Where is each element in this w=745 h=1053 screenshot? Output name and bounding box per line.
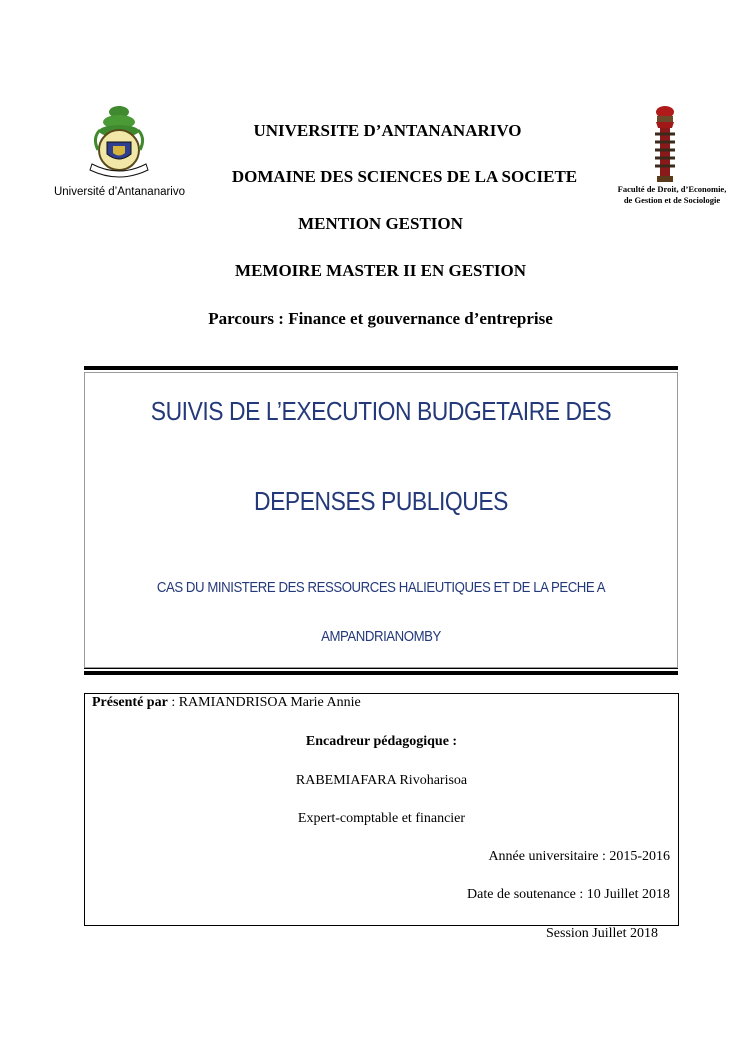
memoire-title: MEMOIRE MASTER II EN GESTION xyxy=(235,261,526,280)
thesis-subtitle-line-1: CAS DU MINISTERE DES RESSOURCES HALIEUTIQUES ET DE LA PECHE A xyxy=(156,579,606,596)
bottom-rule-thin xyxy=(84,668,678,669)
presenter-name: RAMIANDRISOA Marie Annie xyxy=(178,695,361,710)
academic-year: Année universitaire : 2015-2016 xyxy=(488,849,670,864)
domain-name: DOMAINE DES SCIENCES DE LA SOCIETE xyxy=(231,167,578,186)
defense-date: Date de soutenance : 10 Juillet 2018 xyxy=(467,887,670,902)
thesis-subtitle-line-2: AMPANDRIANOMBY xyxy=(321,628,441,645)
faculty-logo-caption xyxy=(610,184,734,206)
supervisor-name: RABEMIAFARA Rivoharisoa xyxy=(295,773,468,788)
presenter-label: Présenté par xyxy=(92,695,168,710)
university-logo xyxy=(52,98,187,208)
presentation-info-box xyxy=(84,693,679,926)
faculty-caption-line-2: de Gestion et de Sociologie xyxy=(623,195,721,205)
parcours-line: Parcours : Finance et gouvernance d’entreprise xyxy=(208,309,553,328)
session-label: Session Juillet 2018 xyxy=(546,926,659,941)
thesis-title-line-2: DEPENSES PUBLIQUES xyxy=(253,486,509,516)
thesis-title-line-1: SUIVIS DE L’EXECUTION BUDGETAIRE DES xyxy=(150,396,612,426)
presenter-separator: : xyxy=(167,695,179,710)
thesis-title-frame xyxy=(84,366,678,676)
faculty-caption-line-1: Faculté de Droit, d’Economie, xyxy=(617,184,727,194)
university-logo-caption: Université d’Antananarivo xyxy=(53,186,186,198)
presenter-line xyxy=(92,695,361,711)
supervisor-label: Encadreur pédagogique : xyxy=(305,734,458,749)
mention-name: MENTION GESTION xyxy=(298,214,463,233)
top-rule xyxy=(84,366,678,370)
university-name: UNIVERSITE D’ANTANANARIVO xyxy=(253,121,522,140)
supervisor-title: Expert-comptable et financier xyxy=(297,811,466,826)
bottom-rule xyxy=(84,671,678,675)
